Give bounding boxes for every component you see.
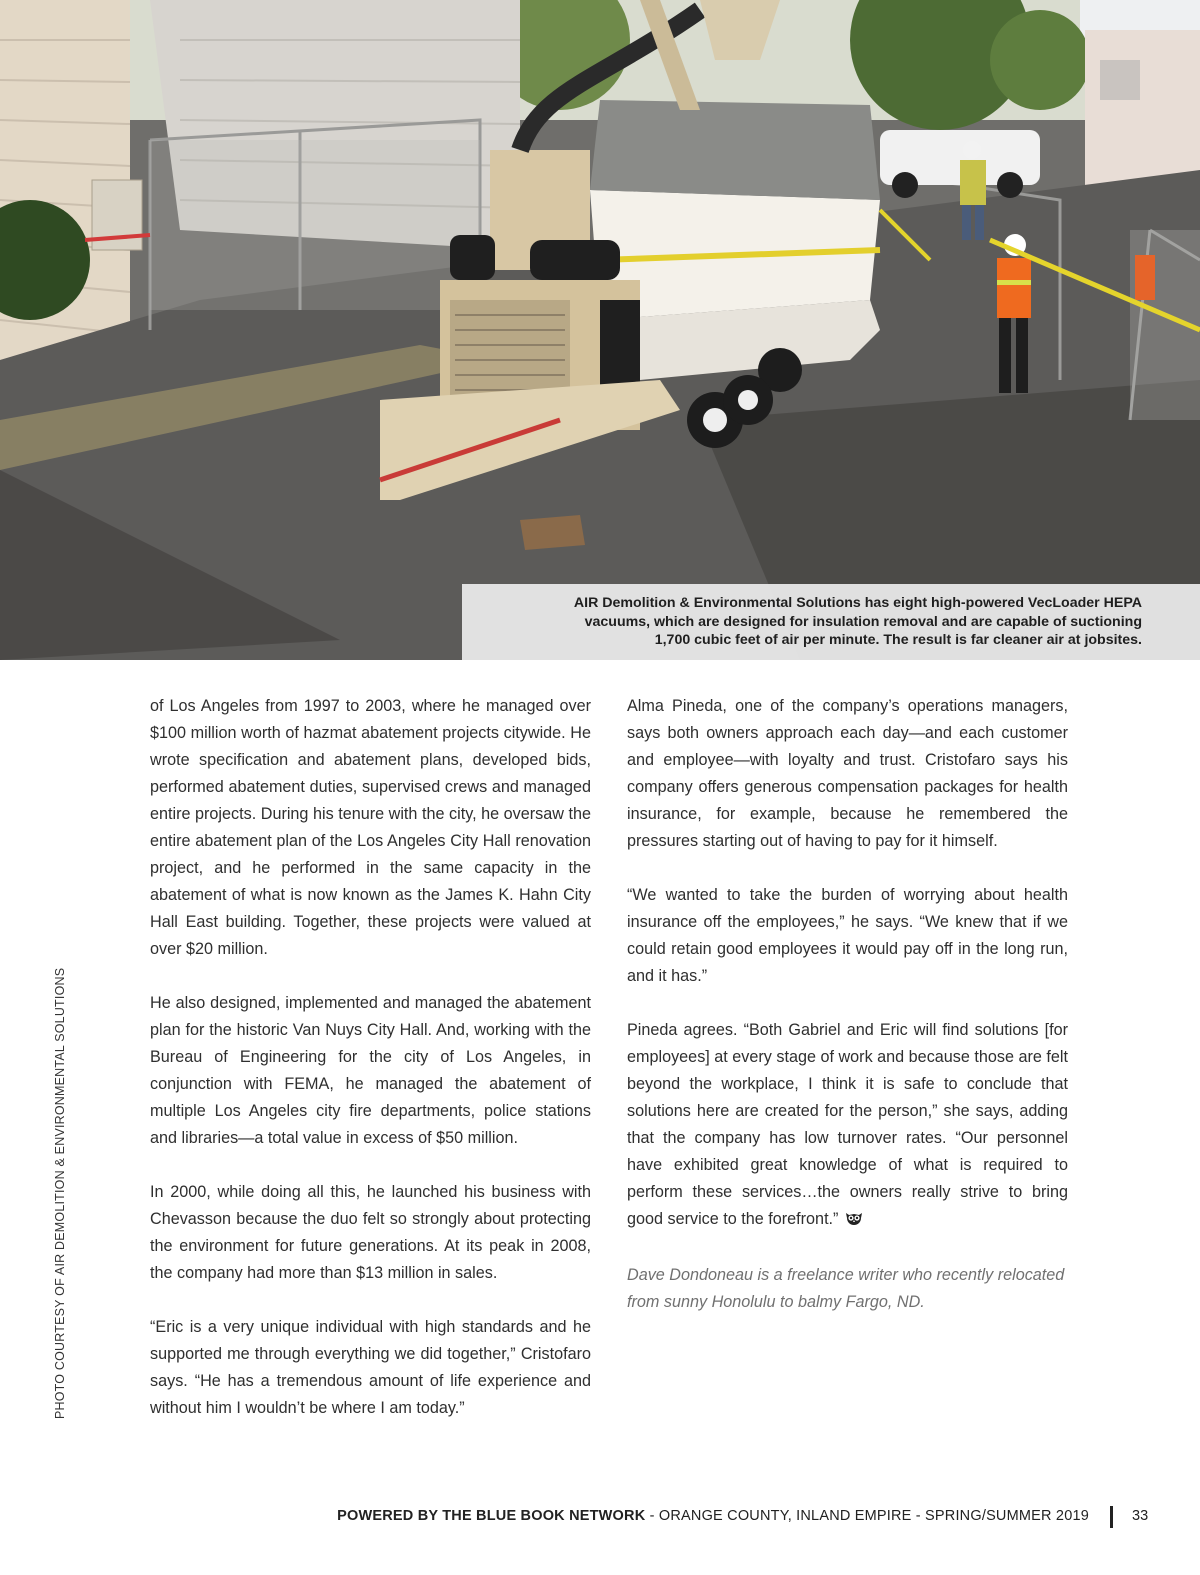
article-paragraph: Alma Pineda, one of the company’s operations managers, says both owners approach each day—and each customer and employee—with loyalty and trust. Cristofaro says his company offers generous compensation packages for health insurance, for example, because he remembered the pressures starting out of having to pay for it himself. <box>627 697 1068 850</box>
article-paragraph <box>627 1017 1068 1235</box>
page-number: 33 <box>1132 1508 1149 1524</box>
vacuum-trailer-illustration <box>0 0 1200 660</box>
article-paragraph: He also designed, implemented and managed the abatement plan for the historic Van Nuys City Hall. And, working with the Bureau of Engineering for the city of Los Angeles, in conjunction with FEMA, he managed the abatement of multiple Los Angeles city fire departments, police stations and libraries—a total value in excess of $50 million. <box>150 994 591 1147</box>
photo-credit: PHOTO COURTESY OF AIR DEMOLITION & ENVIRONMENTAL SOLUTIONS <box>53 967 67 1419</box>
article-column-right <box>627 693 1068 1343</box>
owl-icon <box>844 1208 864 1235</box>
article-paragraph-text: Pineda agrees. “Both Gabriel and Eric will find solutions [for employees] at every stage of work and because those are felt beyond the workplace, I think it is safe to conclude that solutions here are created for the person,” she says, adding that the company has low turnover rates. “Our personnel have exhibited great knowledge of what is required to perform these services…the owners really strive to bring good service to the forefront.” <box>627 1021 1068 1228</box>
photo-caption <box>462 584 1200 660</box>
footer-text <box>337 1508 1089 1524</box>
caption-line: AIR Demolition & Environmental Solutions has eight high-powered VecLoader HEPA <box>573 595 1142 611</box>
footer-powered-by: POWERED BY THE BLUE BOOK NETWORK <box>337 1508 646 1524</box>
article-paragraph: “Eric is a very unique individual with high standards and he supported me through everything we did together,” Cristofaro says. “He has a tremendous amount of life experience and without him I wouldn’t be where I am today.” <box>150 1318 591 1417</box>
article-paragraph: of Los Angeles from 1997 to 2003, where he managed over $100 million worth of hazmat abatement projects citywide. He wrote specification and abatement plans, developed bids, performed abatement duties, supervised crews and managed entire projects. During his tenure with the city, he oversaw the entire abatement plan of the Los Angeles City Hall renovation project, and he performed in the same capacity in the abatement of what is now known as the James K. Hahn City Hall East building. Together, these projects were valued at over $20 million. <box>150 697 591 958</box>
article-paragraph: In 2000, while doing all this, he launched his business with Chevasson because the duo felt so strongly about protecting the environment for future generations. At its peak in 2008, the company had more than $13 million in sales. <box>150 1183 591 1282</box>
article-paragraph: “We wanted to take the burden of worrying about health insurance off the employees,” he says. “We knew that if we could retain good employees it would pay off in the long run, and it has.” <box>627 886 1068 985</box>
article-column-left <box>150 693 591 1449</box>
caption-line: 1,700 cubic feet of air per minute. The result is far cleaner air at jobsites. <box>654 632 1142 648</box>
jobsite-photo <box>0 0 1200 660</box>
footer-edition: - ORANGE COUNTY, INLAND EMPIRE - SPRING/SUMMER 2019 <box>645 1508 1089 1524</box>
page-footer <box>0 1506 1200 1530</box>
footer-divider <box>1110 1506 1113 1528</box>
caption-line: vacuums, which are designed for insulation removal and are capable of suctioning <box>584 613 1142 630</box>
author-bio: Dave Dondoneau is a freelance writer who recently relocated from sunny Honolulu to balmy Fargo, ND. <box>627 1266 1065 1311</box>
